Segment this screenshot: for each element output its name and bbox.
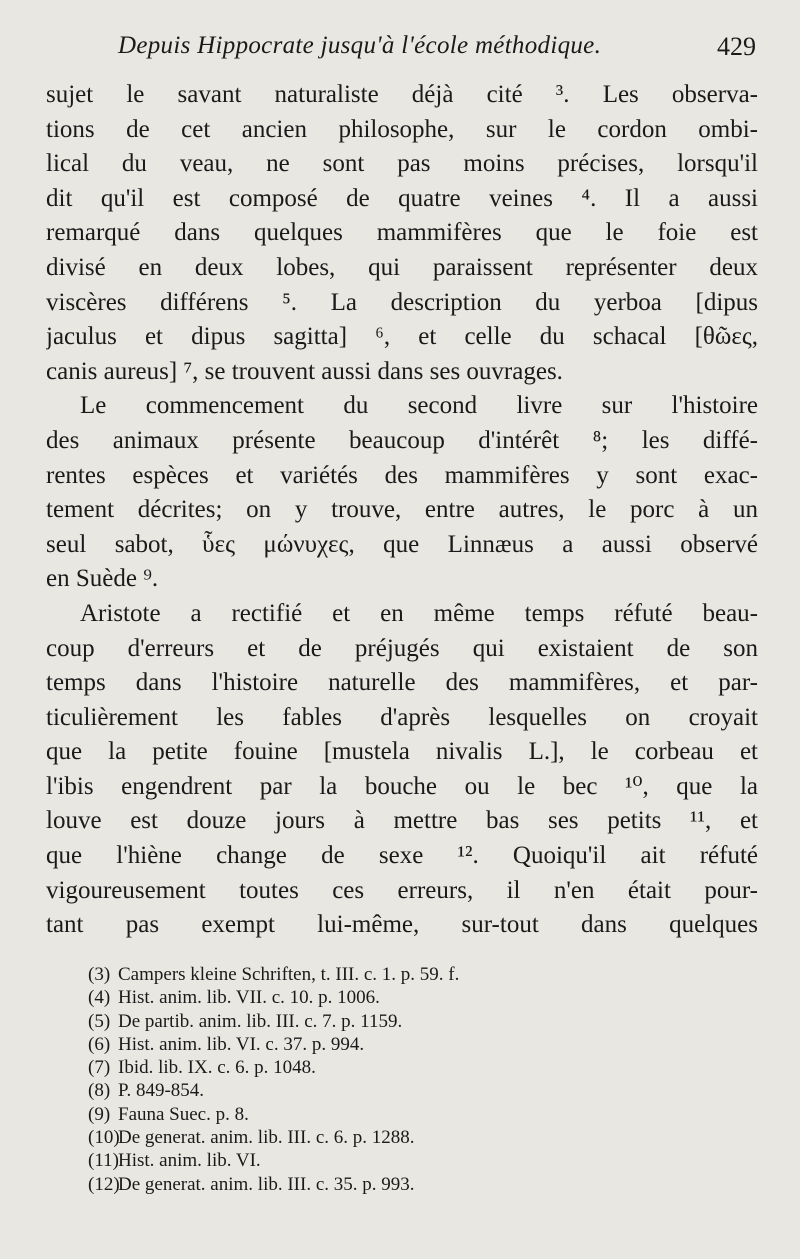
text-line: Le commencement du second livre sur l'histoire xyxy=(80,392,758,420)
footnote-text: Hist. anim. lib. VI. xyxy=(118,1150,261,1172)
footnote-text: Fauna Suec. p. 8. xyxy=(118,1103,249,1125)
text-line: des animaux présente beaucoup d'intérêt ⁸; les diffé- xyxy=(46,426,758,454)
footnote xyxy=(88,1079,648,1102)
text-line: jaculus et dipus sagitta] ⁶, et celle du schacal [θῶες, xyxy=(46,323,758,351)
text-line: coup d'erreurs et de préjugés qui existaient de son xyxy=(46,634,758,662)
text-line: seul sabot, ὗες μώνυχες, que Linnæus a aussi observé xyxy=(46,530,758,558)
text-line: lical du veau, ne sont pas moins précises, lorsqu'il xyxy=(46,150,758,178)
footnote-number: (9) xyxy=(88,1103,111,1125)
footnote-text: P. 849-854. xyxy=(118,1080,205,1102)
footnote xyxy=(88,986,648,1009)
text-line: Aristote a rectifié et en même temps réfuté beau- xyxy=(80,599,758,627)
footnote-number: (10) xyxy=(88,1127,120,1149)
footnote-text: Hist. anim. lib. VI. c. 37. p. 994. xyxy=(118,1033,365,1055)
footnote xyxy=(88,1103,648,1126)
text-line: louve est douze jours à mettre bas ses petits ¹¹, et xyxy=(46,807,758,835)
text-line: tions de cet ancien philosophe, sur le cordon ombi- xyxy=(46,115,758,143)
footnote-number: (7) xyxy=(88,1057,111,1079)
footnote xyxy=(88,1126,648,1149)
page-header xyxy=(0,30,800,70)
footnote xyxy=(88,1033,648,1056)
footnote-number: (3) xyxy=(88,964,111,985)
text-line: remarqué dans quelques mammifères que le foie est xyxy=(46,219,758,247)
footnote-text: Campers kleine Schriften, t. III. c. 1. p. 59. f. xyxy=(118,964,460,985)
footnote xyxy=(88,1056,648,1079)
page-number: 429 xyxy=(717,32,756,61)
text-line: que l'hiène change de sexe ¹². Quoiqu'il ait réfuté xyxy=(46,842,758,870)
footnote-text: Hist. anim. lib. VII. c. 10. p. 1006. xyxy=(118,987,380,1009)
footnotes xyxy=(88,963,648,1196)
text-line: sujet le savant naturaliste déjà cité ³. Les observa- xyxy=(46,81,758,108)
footnote-number: (4) xyxy=(88,987,111,1009)
text-line: ticulièrement les fables d'après lesquelles on croyait xyxy=(46,703,758,731)
footnote-number: (12) xyxy=(88,1173,120,1195)
footnote-number: (6) xyxy=(88,1033,111,1055)
footnote-text: De partib. anim. lib. III. c. 7. p. 1159. xyxy=(118,1010,403,1032)
footnote xyxy=(88,1173,648,1196)
text-line: rentes espèces et variétés des mammifères y sont exac- xyxy=(46,461,758,489)
text-line: canis aureus] ⁷, se trouvent aussi dans ses ouvrages. xyxy=(46,357,563,385)
text-line: divisé en deux lobes, qui paraissent représenter deux xyxy=(46,253,758,281)
footnote-text: De generat. anim. lib. III. c. 35. p. 993. xyxy=(118,1173,415,1195)
text-line: en Suède ⁹. xyxy=(46,565,159,593)
running-title: Depuis Hippocrate jusqu'à l'école méthodique. xyxy=(118,32,602,59)
footnote-text: Ibid. lib. IX. c. 6. p. 1048. xyxy=(118,1057,316,1079)
footnote-text: De generat. anim. lib. III. c. 6. p. 1288. xyxy=(118,1127,415,1149)
footnote xyxy=(88,1149,648,1172)
footnote xyxy=(88,1010,648,1033)
footnote-number: (11) xyxy=(88,1150,119,1172)
footnote-number: (8) xyxy=(88,1080,111,1102)
footnote xyxy=(88,963,648,986)
text-line: tant pas exempt lui-même, sur-tout dans quelques xyxy=(46,911,758,939)
text-line: tement décrites; on y trouve, entre autres, le porc à un xyxy=(46,496,758,524)
text-line: vigoureusement toutes ces erreurs, il n'en était pour- xyxy=(46,876,758,904)
text-line: temps dans l'histoire naturelle des mammifères, et par- xyxy=(46,669,758,697)
footnote-number: (5) xyxy=(88,1010,111,1032)
text-line: l'ibis engendrent par la bouche ou le bec ¹⁰, que la xyxy=(46,772,758,800)
text-line: que la petite fouine [mustela nivalis L.], le corbeau et xyxy=(46,738,758,766)
text-line: viscères différens ⁵. La description du yerboa [dipus xyxy=(46,288,758,316)
text-line: dit qu'il est composé de quatre veines ⁴. Il a aussi xyxy=(46,184,758,212)
body-text xyxy=(46,78,758,943)
